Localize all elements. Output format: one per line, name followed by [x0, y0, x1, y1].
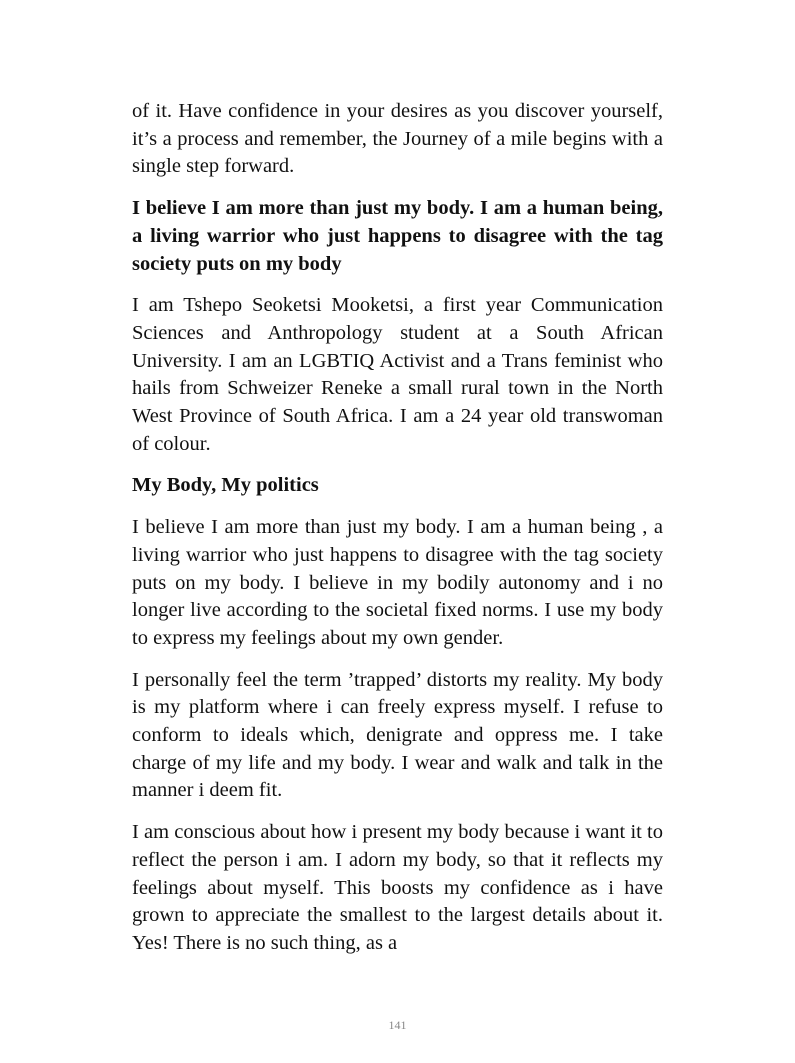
- page-body: [132, 98, 663, 972]
- paragraph-intro: I am Tshepo Seoketsi Mooketsi, a first year Communication Sciences and Anthropology student at a South African University. I am an LGBTIQ Activist and a Trans feminist who hails from Schweizer Reneke a small rural town in the North West Province of South Africa. I am a 24 year old transwoman of colour.: [132, 294, 663, 455]
- paragraph-continuation: of it. Have confidence in your desires as you discover yourself, it’s a process and remember, the Journey of a mile begins with a single step forward.: [132, 100, 663, 178]
- pull-quote: I believe I am more than just my body. I am a human being, a living warrior who just happens to disagree with the tag society puts on my body: [132, 197, 663, 275]
- paragraph-body-1: I believe I am more than just my body. I am a human being , a living warrior who just happens to disagree with the tag society puts on my body. I believe in my bodily autonomy and i no longer live according to the societal fixed norms. I use my body to express my feelings about my own gender.: [132, 516, 663, 649]
- paragraph-body-2: I personally feel the term ’trapped’ distorts my reality. My body is my platform where i can freely express myself. I refuse to conform to ideals which, denigrate and oppress me. I take charge of my life and my body. I wear and walk and talk in the manner i deem fit.: [132, 668, 663, 802]
- page-number: 141: [388, 1018, 407, 1032]
- section-heading: My Body, My politics: [132, 474, 319, 497]
- paragraph-body-3: I am conscious about how i present my body because i want it to reflect the person i am. I adorn my body, so that it reflects my feelings about myself. This boosts my confidence as i have grown to appreciate the smallest to the largest details about it. Yes! There is no such thing, as a: [132, 821, 663, 954]
